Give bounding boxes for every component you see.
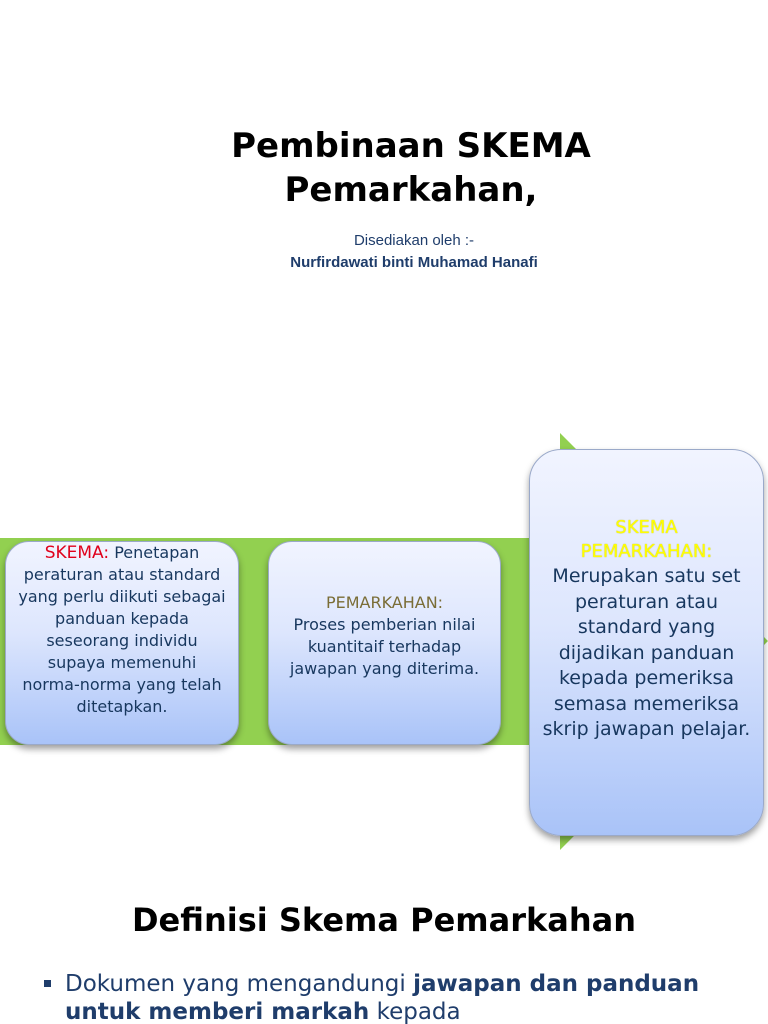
bullet-text-start: Dokumen yang mengandungi xyxy=(65,971,414,997)
bullet-square-icon xyxy=(44,980,51,987)
definition-box-skema-pemarkahan xyxy=(529,449,764,836)
slide-definition xyxy=(0,880,768,1024)
term-skema: SKEMA: xyxy=(44,543,110,563)
bullet-text-bold: jawapan dan panduan untuk memberi markah xyxy=(65,971,700,1024)
definition-box-skema xyxy=(5,541,239,745)
term-pemarkahan: PEMARKAHAN: xyxy=(325,593,444,612)
author-block xyxy=(0,230,768,274)
definition-skema-pemarkahan: Merupakan satu set peraturan atau standard yang dijadikan panduan kepada pemeriksa semasa memeriksa skrip jawapan pelajar. xyxy=(542,565,751,740)
term-skema-line: SKEMA xyxy=(615,517,678,538)
bullet-text xyxy=(44,970,754,1024)
term-pemarkahan-line: PEMARKAHAN: xyxy=(580,541,713,562)
slide-title-heading xyxy=(0,124,768,212)
prepared-by-label: Disediakan oleh :- xyxy=(353,232,475,249)
title-line-2: Pemarkahan, xyxy=(284,170,538,210)
definition-heading: Definisi Skema Pemarkahan xyxy=(131,901,637,939)
bullet-item xyxy=(44,970,754,1024)
definition-pemarkahan: Proses pemberian nilai kuantitaif terhadap jawapan yang diterima. xyxy=(289,615,480,678)
bullet-text-end: kepada xyxy=(369,999,461,1024)
title-line-1: Pembinaan SKEMA xyxy=(231,126,591,166)
author-name: Nurfirdawati binti Muhamad Hanafi xyxy=(290,254,538,271)
definition-skema: Penetapan peraturan atau standard yang perlu diikuti sebagai panduan kepada seseorang individu supaya memenuhi norma-norma yang telah ditetapkan. xyxy=(18,543,226,716)
definition-box-pemarkahan xyxy=(268,541,501,745)
